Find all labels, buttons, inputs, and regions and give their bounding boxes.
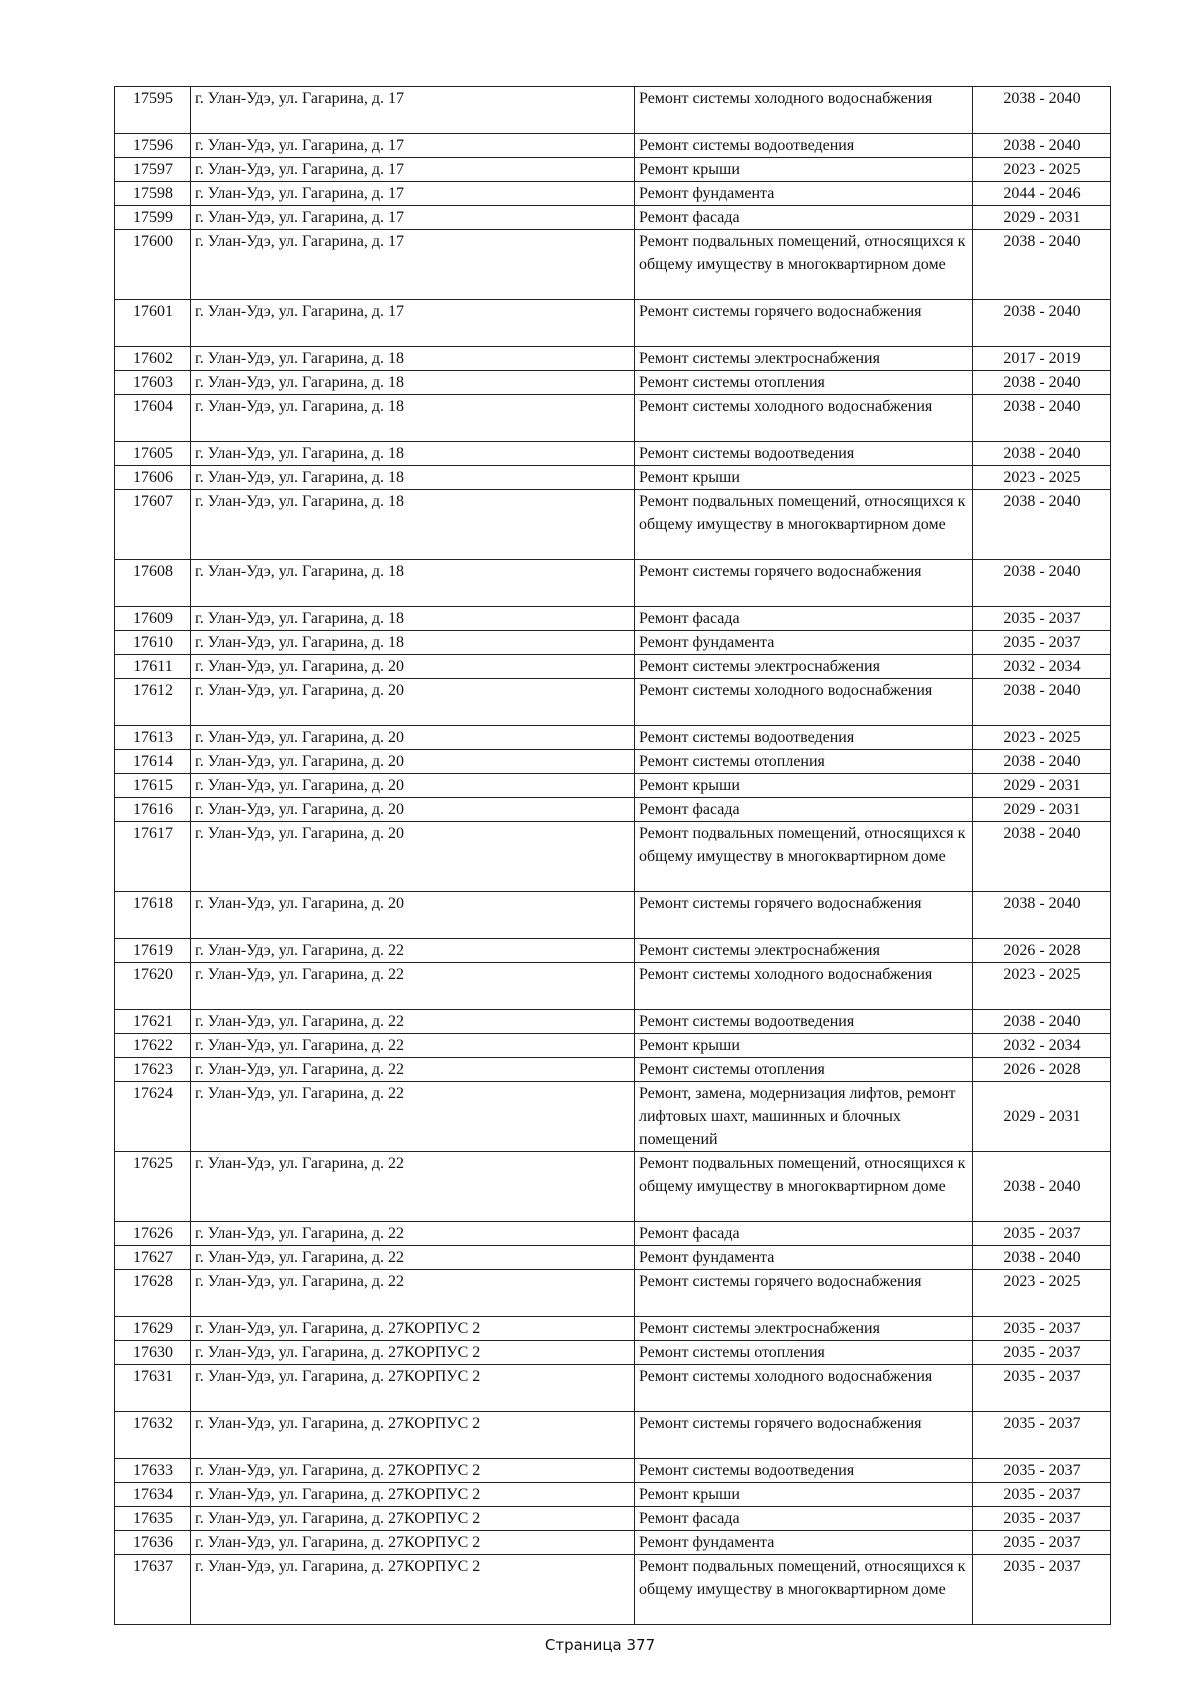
table-row [115, 655, 1111, 679]
work-type-cell: Ремонт системы отопления [635, 1058, 973, 1082]
row-number-cell: 17608 [115, 560, 191, 607]
table-row [115, 206, 1111, 230]
table-row [115, 1531, 1111, 1555]
address-cell: г. Улан-Удэ, ул. Гагарина, д. 18 [191, 347, 635, 371]
period-cell: 2017 - 2019 [973, 347, 1111, 371]
work-type-cell: Ремонт подвальных помещений, относящихся к общему имуществу в многоквартирном доме [635, 230, 973, 300]
table-row [115, 230, 1111, 300]
work-type-cell: Ремонт подвальных помещений, относящихся к общему имуществу в многоквартирном доме [635, 1555, 973, 1625]
period-cell: 2035 - 2037 [973, 1222, 1111, 1246]
period-cell: 2035 - 2037 [973, 1483, 1111, 1507]
work-type-cell: Ремонт системы водоотведения [635, 726, 973, 750]
period-cell: 2023 - 2025 [973, 466, 1111, 490]
address-cell: г. Улан-Удэ, ул. Гагарина, д. 17 [191, 87, 635, 134]
address-cell: г. Улан-Удэ, ул. Гагарина, д. 17 [191, 182, 635, 206]
work-type-cell: Ремонт системы горячего водоснабжения [635, 1270, 973, 1317]
period-cell: 2029 - 2031 [973, 206, 1111, 230]
address-cell: г. Улан-Удэ, ул. Гагарина, д. 27КОРПУС 2 [191, 1507, 635, 1531]
row-number-cell: 17613 [115, 726, 191, 750]
table-row [115, 1034, 1111, 1058]
table-row [115, 87, 1111, 134]
table-row [115, 750, 1111, 774]
work-type-cell: Ремонт фасада [635, 206, 973, 230]
period-cell: 2035 - 2037 [973, 1365, 1111, 1412]
row-number-cell: 17611 [115, 655, 191, 679]
address-cell: г. Улан-Удэ, ул. Гагарина, д. 20 [191, 655, 635, 679]
work-type-cell: Ремонт крыши [635, 466, 973, 490]
address-cell: г. Улан-Удэ, ул. Гагарина, д. 20 [191, 798, 635, 822]
page-number: Страница 377 [544, 1636, 656, 1654]
row-number-cell: 17609 [115, 607, 191, 631]
table-row [115, 442, 1111, 466]
table-row [115, 1222, 1111, 1246]
row-number-cell: 17617 [115, 822, 191, 892]
table-row [115, 1270, 1111, 1317]
work-type-cell: Ремонт системы электроснабжения [635, 939, 973, 963]
work-type-cell: Ремонт системы холодного водоснабжения [635, 395, 973, 442]
table-row [115, 963, 1111, 1010]
period-cell: 2023 - 2025 [973, 963, 1111, 1010]
row-number-cell: 17626 [115, 1222, 191, 1246]
period-cell: 2029 - 2031 [973, 1082, 1111, 1152]
period-cell: 2038 - 2040 [973, 679, 1111, 726]
work-type-cell: Ремонт системы водоотведения [635, 442, 973, 466]
address-cell: г. Улан-Удэ, ул. Гагарина, д. 22 [191, 1246, 635, 1270]
table-row [115, 1058, 1111, 1082]
period-cell: 2032 - 2034 [973, 655, 1111, 679]
address-cell: г. Улан-Удэ, ул. Гагарина, д. 27КОРПУС 2 [191, 1365, 635, 1412]
period-cell: 2029 - 2031 [973, 774, 1111, 798]
row-number-cell: 17630 [115, 1341, 191, 1365]
row-number-cell: 17605 [115, 442, 191, 466]
table-row [115, 1412, 1111, 1459]
address-cell: г. Улан-Удэ, ул. Гагарина, д. 20 [191, 892, 635, 939]
table-row [115, 347, 1111, 371]
address-cell: г. Улан-Удэ, ул. Гагарина, д. 27КОРПУС 2 [191, 1483, 635, 1507]
period-cell: 2026 - 2028 [973, 939, 1111, 963]
work-type-cell: Ремонт подвальных помещений, относящихся к общему имуществу в многоквартирном доме [635, 490, 973, 560]
work-type-cell: Ремонт крыши [635, 774, 973, 798]
table-row [115, 371, 1111, 395]
row-number-cell: 17619 [115, 939, 191, 963]
table-row [115, 300, 1111, 347]
period-cell: 2023 - 2025 [973, 158, 1111, 182]
address-cell: г. Улан-Удэ, ул. Гагарина, д. 18 [191, 560, 635, 607]
period-cell: 2038 - 2040 [973, 1010, 1111, 1034]
row-number-cell: 17628 [115, 1270, 191, 1317]
address-cell: г. Улан-Удэ, ул. Гагарина, д. 27КОРПУС 2 [191, 1341, 635, 1365]
period-cell: 2035 - 2037 [973, 1459, 1111, 1483]
row-number-cell: 17599 [115, 206, 191, 230]
period-cell: 2035 - 2037 [973, 1412, 1111, 1459]
row-number-cell: 17612 [115, 679, 191, 726]
row-number-cell: 17615 [115, 774, 191, 798]
work-type-cell: Ремонт фасада [635, 1507, 973, 1531]
table-row [115, 1317, 1111, 1341]
address-cell: г. Улан-Удэ, ул. Гагарина, д. 17 [191, 206, 635, 230]
row-number-cell: 17620 [115, 963, 191, 1010]
row-number-cell: 17616 [115, 798, 191, 822]
address-cell: г. Улан-Удэ, ул. Гагарина, д. 18 [191, 371, 635, 395]
address-cell: г. Улан-Удэ, ул. Гагарина, д. 17 [191, 230, 635, 300]
table-row [115, 631, 1111, 655]
period-cell: 2038 - 2040 [973, 750, 1111, 774]
table-row [115, 939, 1111, 963]
period-cell: 2035 - 2037 [973, 607, 1111, 631]
address-cell: г. Улан-Удэ, ул. Гагарина, д. 22 [191, 1270, 635, 1317]
table-row [115, 182, 1111, 206]
row-number-cell: 17600 [115, 230, 191, 300]
row-number-cell: 17604 [115, 395, 191, 442]
address-cell: г. Улан-Удэ, ул. Гагарина, д. 18 [191, 607, 635, 631]
address-cell: г. Улан-Удэ, ул. Гагарина, д. 22 [191, 1058, 635, 1082]
address-cell: г. Улан-Удэ, ул. Гагарина, д. 18 [191, 490, 635, 560]
table-row [115, 1082, 1111, 1152]
period-cell: 2035 - 2037 [973, 1507, 1111, 1531]
period-cell: 2032 - 2034 [973, 1034, 1111, 1058]
address-cell: г. Улан-Удэ, ул. Гагарина, д. 27КОРПУС 2 [191, 1531, 635, 1555]
row-number-cell: 17627 [115, 1246, 191, 1270]
address-cell: г. Улан-Удэ, ул. Гагарина, д. 18 [191, 466, 635, 490]
address-cell: г. Улан-Удэ, ул. Гагарина, д. 20 [191, 750, 635, 774]
row-number-cell: 17606 [115, 466, 191, 490]
period-cell: 2035 - 2037 [973, 1317, 1111, 1341]
period-cell: 2038 - 2040 [973, 892, 1111, 939]
period-cell: 2026 - 2028 [973, 1058, 1111, 1082]
work-type-cell: Ремонт крыши [635, 1034, 973, 1058]
work-type-cell: Ремонт системы холодного водоснабжения [635, 87, 973, 134]
work-type-cell: Ремонт системы горячего водоснабжения [635, 560, 973, 607]
table-row [115, 490, 1111, 560]
period-cell: 2038 - 2040 [973, 490, 1111, 560]
period-cell: 2035 - 2037 [973, 1341, 1111, 1365]
period-cell: 2038 - 2040 [973, 1246, 1111, 1270]
work-type-cell: Ремонт системы горячего водоснабжения [635, 892, 973, 939]
period-cell: 2035 - 2037 [973, 1531, 1111, 1555]
row-number-cell: 17598 [115, 182, 191, 206]
period-cell: 2035 - 2037 [973, 631, 1111, 655]
work-type-cell: Ремонт системы водоотведения [635, 1010, 973, 1034]
table-row [115, 1507, 1111, 1531]
row-number-cell: 17636 [115, 1531, 191, 1555]
period-cell: 2023 - 2025 [973, 1270, 1111, 1317]
row-number-cell: 17633 [115, 1459, 191, 1483]
work-type-cell: Ремонт фасада [635, 1222, 973, 1246]
table-row [115, 607, 1111, 631]
work-type-cell: Ремонт крыши [635, 1483, 973, 1507]
row-number-cell: 17621 [115, 1010, 191, 1034]
work-type-cell: Ремонт системы отопления [635, 1341, 973, 1365]
table-row [115, 774, 1111, 798]
address-cell: г. Улан-Удэ, ул. Гагарина, д. 22 [191, 1010, 635, 1034]
table-row [115, 1010, 1111, 1034]
row-number-cell: 17618 [115, 892, 191, 939]
table-row [115, 466, 1111, 490]
address-cell: г. Улан-Удэ, ул. Гагарина, д. 22 [191, 1082, 635, 1152]
work-type-cell: Ремонт системы холодного водоснабжения [635, 1365, 973, 1412]
table-row [115, 1365, 1111, 1412]
work-type-cell: Ремонт фасада [635, 607, 973, 631]
table-row [115, 798, 1111, 822]
work-type-cell: Ремонт фундамента [635, 1531, 973, 1555]
address-cell: г. Улан-Удэ, ул. Гагарина, д. 18 [191, 442, 635, 466]
row-number-cell: 17597 [115, 158, 191, 182]
work-type-cell: Ремонт системы отопления [635, 371, 973, 395]
row-number-cell: 17603 [115, 371, 191, 395]
work-type-cell: Ремонт системы электроснабжения [635, 655, 973, 679]
table-row [115, 1246, 1111, 1270]
repair-schedule-table [114, 86, 1111, 1625]
row-number-cell: 17623 [115, 1058, 191, 1082]
period-cell: 2038 - 2040 [973, 442, 1111, 466]
work-type-cell: Ремонт системы горячего водоснабжения [635, 1412, 973, 1459]
table-row [115, 1341, 1111, 1365]
period-cell: 2035 - 2037 [973, 1555, 1111, 1625]
work-type-cell: Ремонт фундамента [635, 1246, 973, 1270]
row-number-cell: 17634 [115, 1483, 191, 1507]
period-cell: 2038 - 2040 [973, 371, 1111, 395]
work-type-cell: Ремонт подвальных помещений, относящихся к общему имуществу в многоквартирном доме [635, 1152, 973, 1222]
work-type-cell: Ремонт системы горячего водоснабжения [635, 300, 973, 347]
work-type-cell: Ремонт системы водоотведения [635, 1459, 973, 1483]
address-cell: г. Улан-Удэ, ул. Гагарина, д. 18 [191, 631, 635, 655]
table-row [115, 134, 1111, 158]
row-number-cell: 17595 [115, 87, 191, 134]
row-number-cell: 17631 [115, 1365, 191, 1412]
row-number-cell: 17625 [115, 1152, 191, 1222]
address-cell: г. Улан-Удэ, ул. Гагарина, д. 22 [191, 939, 635, 963]
work-type-cell: Ремонт системы отопления [635, 750, 973, 774]
period-cell: 2038 - 2040 [973, 230, 1111, 300]
row-number-cell: 17632 [115, 1412, 191, 1459]
table-row [115, 679, 1111, 726]
row-number-cell: 17629 [115, 1317, 191, 1341]
table-row [115, 822, 1111, 892]
table-row [115, 1483, 1111, 1507]
address-cell: г. Улан-Удэ, ул. Гагарина, д. 20 [191, 726, 635, 750]
period-cell: 2038 - 2040 [973, 1152, 1111, 1222]
address-cell: г. Улан-Удэ, ул. Гагарина, д. 27КОРПУС 2 [191, 1555, 635, 1625]
table-row [115, 158, 1111, 182]
period-cell: 2038 - 2040 [973, 300, 1111, 347]
work-type-cell: Ремонт системы холодного водоснабжения [635, 963, 973, 1010]
period-cell: 2023 - 2025 [973, 726, 1111, 750]
address-cell: г. Улан-Удэ, ул. Гагарина, д. 27КОРПУС 2 [191, 1412, 635, 1459]
row-number-cell: 17635 [115, 1507, 191, 1531]
address-cell: г. Улан-Удэ, ул. Гагарина, д. 20 [191, 774, 635, 798]
work-type-cell: Ремонт крыши [635, 158, 973, 182]
row-number-cell: 17614 [115, 750, 191, 774]
work-type-cell: Ремонт системы электроснабжения [635, 347, 973, 371]
table-row [115, 1555, 1111, 1625]
address-cell: г. Улан-Удэ, ул. Гагарина, д. 22 [191, 1222, 635, 1246]
work-type-cell: Ремонт системы холодного водоснабжения [635, 679, 973, 726]
table-row [115, 560, 1111, 607]
work-type-cell: Ремонт фасада [635, 798, 973, 822]
address-cell: г. Улан-Удэ, ул. Гагарина, д. 22 [191, 963, 635, 1010]
address-cell: г. Улан-Удэ, ул. Гагарина, д. 27КОРПУС 2 [191, 1317, 635, 1341]
work-type-cell: Ремонт фундамента [635, 631, 973, 655]
address-cell: г. Улан-Удэ, ул. Гагарина, д. 17 [191, 300, 635, 347]
table-body [115, 87, 1111, 1625]
period-cell: 2044 - 2046 [973, 182, 1111, 206]
row-number-cell: 17602 [115, 347, 191, 371]
table-row [115, 395, 1111, 442]
period-cell: 2038 - 2040 [973, 822, 1111, 892]
address-cell: г. Улан-Удэ, ул. Гагарина, д. 17 [191, 158, 635, 182]
table-row [115, 1459, 1111, 1483]
address-cell: г. Улан-Удэ, ул. Гагарина, д. 17 [191, 134, 635, 158]
row-number-cell: 17601 [115, 300, 191, 347]
address-cell: г. Улан-Удэ, ул. Гагарина, д. 22 [191, 1034, 635, 1058]
period-cell: 2029 - 2031 [973, 798, 1111, 822]
row-number-cell: 17637 [115, 1555, 191, 1625]
row-number-cell: 17622 [115, 1034, 191, 1058]
address-cell: г. Улан-Удэ, ул. Гагарина, д. 20 [191, 679, 635, 726]
row-number-cell: 17596 [115, 134, 191, 158]
address-cell: г. Улан-Удэ, ул. Гагарина, д. 22 [191, 1152, 635, 1222]
row-number-cell: 17624 [115, 1082, 191, 1152]
work-type-cell: Ремонт подвальных помещений, относящихся к общему имуществу в многоквартирном доме [635, 822, 973, 892]
row-number-cell: 17610 [115, 631, 191, 655]
period-cell: 2038 - 2040 [973, 134, 1111, 158]
address-cell: г. Улан-Удэ, ул. Гагарина, д. 18 [191, 395, 635, 442]
period-cell: 2038 - 2040 [973, 395, 1111, 442]
work-type-cell: Ремонт системы водоотведения [635, 134, 973, 158]
table-row [115, 892, 1111, 939]
address-cell: г. Улан-Удэ, ул. Гагарина, д. 27КОРПУС 2 [191, 1459, 635, 1483]
table-row [115, 726, 1111, 750]
address-cell: г. Улан-Удэ, ул. Гагарина, д. 20 [191, 822, 635, 892]
table-row [115, 1152, 1111, 1222]
work-type-cell: Ремонт фундамента [635, 182, 973, 206]
row-number-cell: 17607 [115, 490, 191, 560]
period-cell: 2038 - 2040 [973, 87, 1111, 134]
work-type-cell: Ремонт системы электроснабжения [635, 1317, 973, 1341]
work-type-cell: Ремонт, замена, модернизация лифтов, ремонт лифтовых шахт, машинных и блочных помещений [635, 1082, 973, 1152]
period-cell: 2038 - 2040 [973, 560, 1111, 607]
